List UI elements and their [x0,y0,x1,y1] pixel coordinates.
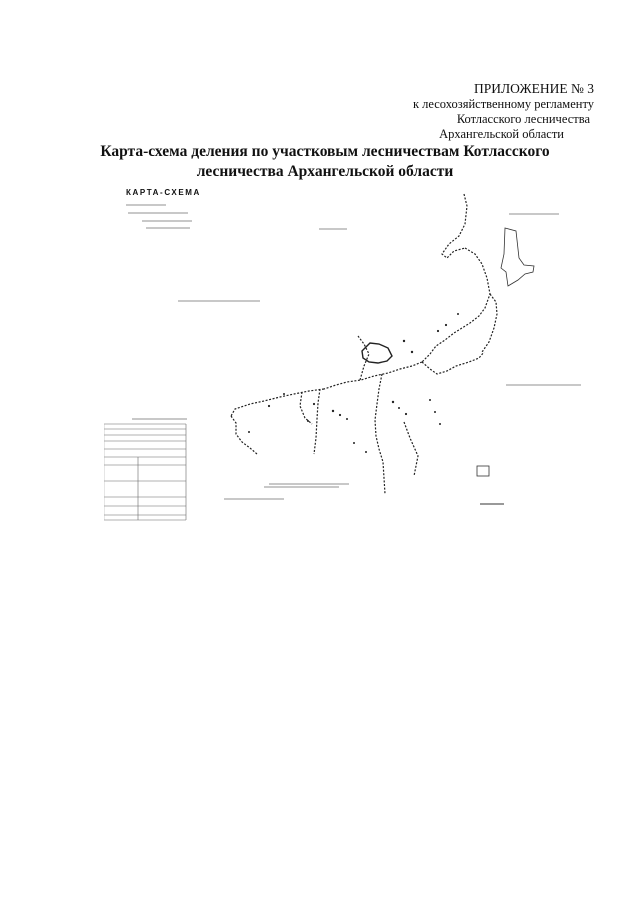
appendix-number: ПРИЛОЖЕНИЕ № 3 [473,81,594,96]
appendix-forestry: Котласского лесничества [456,112,590,126]
forestry-boundaries [231,194,497,494]
document-title [90,142,560,182]
lake-shape [362,343,392,363]
appendix-region: Архангельской области [439,127,564,141]
map-header: КАРТА-СХЕМА [126,188,201,197]
legend-symbol-box [477,466,489,476]
map-legend-table [104,424,186,520]
map-drawing [104,186,604,521]
faint-labels [126,204,581,500]
protected-area-outline [501,228,534,286]
appendix-reference: к лесохозяйственному регламенту [412,97,594,111]
document-title-line-1: Карта-схема деления по участковым лесничествам Котласского [100,143,550,160]
appendix-block [294,80,594,142]
forestry-map [104,186,604,521]
terrain-dots [248,313,459,453]
document-title-line-2: лесничества Архангельской области [196,163,454,180]
